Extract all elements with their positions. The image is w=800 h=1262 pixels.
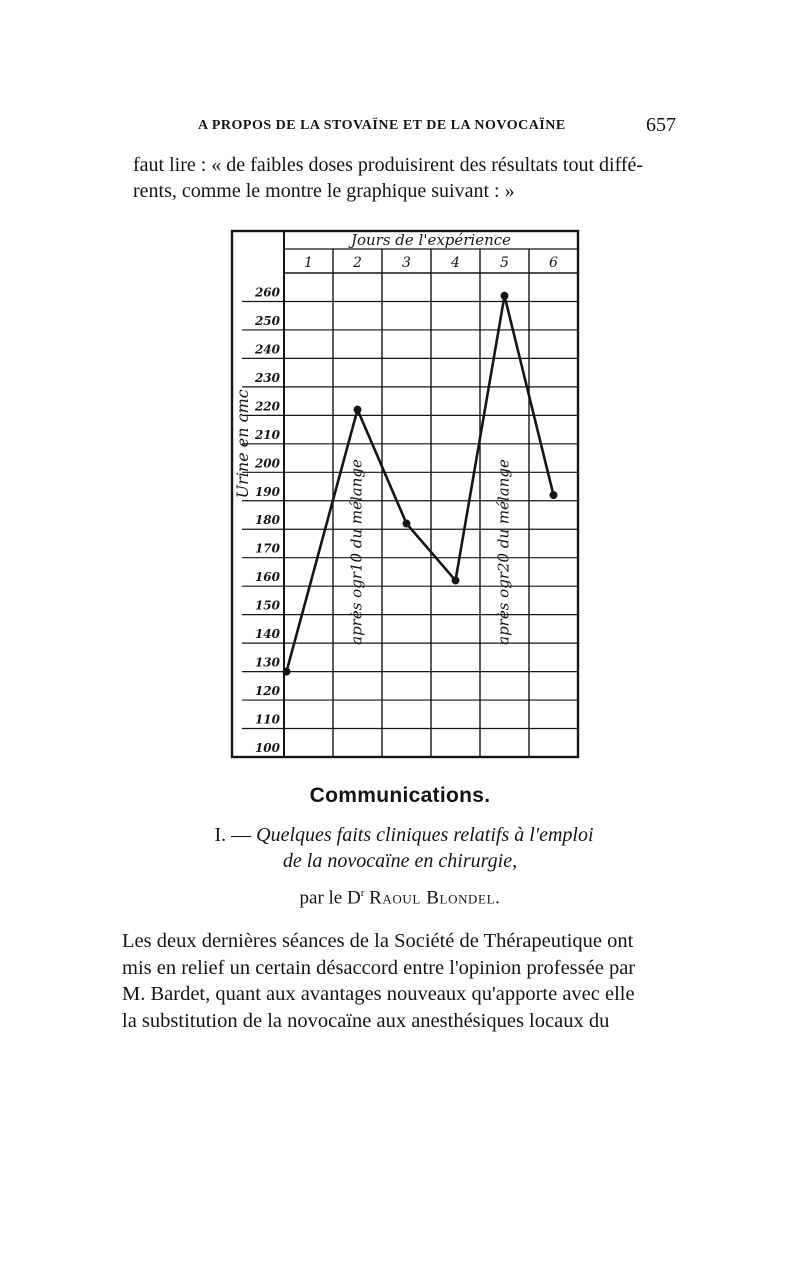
body-line: Les deux dernières séances de la Société de Thérapeutique ont (122, 930, 634, 952)
body-line: M. Bardet, quant aux avantages nouveaux qu'apporte avec elle (122, 983, 635, 1005)
chart-title: Jours de l'expérience (350, 231, 512, 249)
urine-chart-figure (230, 229, 580, 759)
y-tick-label: 240 (254, 342, 280, 357)
data-point (283, 668, 291, 676)
running-head-title: A PROPOS DE LA STOVAÏNE ET DE LA NOVOCAÏNE (198, 118, 566, 133)
article-number: I. — (214, 824, 252, 846)
y-tick-label: 190 (254, 484, 280, 499)
y-tick-label: 250 (254, 313, 280, 328)
byline-sup: r (360, 887, 365, 899)
y-tick-label: 180 (254, 513, 280, 528)
article-title-line2: de la novocaïne en chirurgie, (282, 850, 518, 872)
data-point (501, 292, 509, 300)
y-tick-label: 210 (254, 427, 280, 442)
y-tick-label: 100 (254, 741, 280, 755)
x-tick-label: 1 (304, 255, 313, 271)
data-point (452, 576, 460, 584)
chart-annotation: après ogr10 du mélange (347, 459, 366, 645)
article-title-line1 (0, 822, 800, 848)
y-tick-label: 130 (254, 655, 280, 670)
urine-chart (230, 229, 580, 759)
intro-line: rents, comme le montre le graphique suivant : » (133, 180, 515, 202)
body-line: mis en relief un certain désaccord entre l'opinion professée par (122, 956, 636, 979)
intro-paragraph (133, 152, 683, 204)
x-tick-label: 6 (549, 255, 558, 271)
y-tick-label: 110 (254, 712, 280, 727)
y-axis-label: Urine en cmc (233, 389, 252, 499)
y-tick-label: 120 (254, 684, 280, 699)
intro-line: faut lire : « de faibles doses produisirent des résultats tout diffé- (133, 154, 644, 176)
byline (0, 887, 800, 909)
y-tick-label: 220 (254, 399, 280, 414)
y-tick-label: 140 (254, 627, 280, 642)
x-tick-label: 5 (500, 255, 509, 271)
y-tick-label: 260 (254, 285, 280, 300)
body-line: la substitution de la novocaïne aux anesthésiques locaux du (122, 1009, 610, 1032)
data-point (354, 406, 362, 414)
running-head (190, 114, 680, 140)
chart-annotation: après ogr20 du mélange (494, 459, 513, 645)
data-point (403, 520, 411, 528)
y-tick-label: 170 (254, 541, 280, 556)
article-title (0, 822, 800, 874)
y-tick-label: 230 (254, 370, 280, 385)
x-tick-label: 3 (402, 255, 411, 271)
y-tick-label: 160 (254, 570, 280, 585)
x-tick-label: 4 (451, 255, 460, 271)
y-tick-label: 150 (254, 598, 280, 613)
article-title-text1: Quelques faits cliniques relatifs à l'emploi (256, 824, 594, 846)
page-number: 657 (646, 114, 676, 136)
y-tick-label: 200 (254, 456, 280, 471)
data-point (550, 491, 558, 499)
byline-author: Raoul Blondel. (369, 887, 501, 909)
byline-prefix: par le D (299, 887, 361, 909)
section-heading: Communications. (309, 784, 491, 807)
x-tick-label: 2 (353, 255, 362, 271)
body-paragraph (122, 928, 678, 1034)
